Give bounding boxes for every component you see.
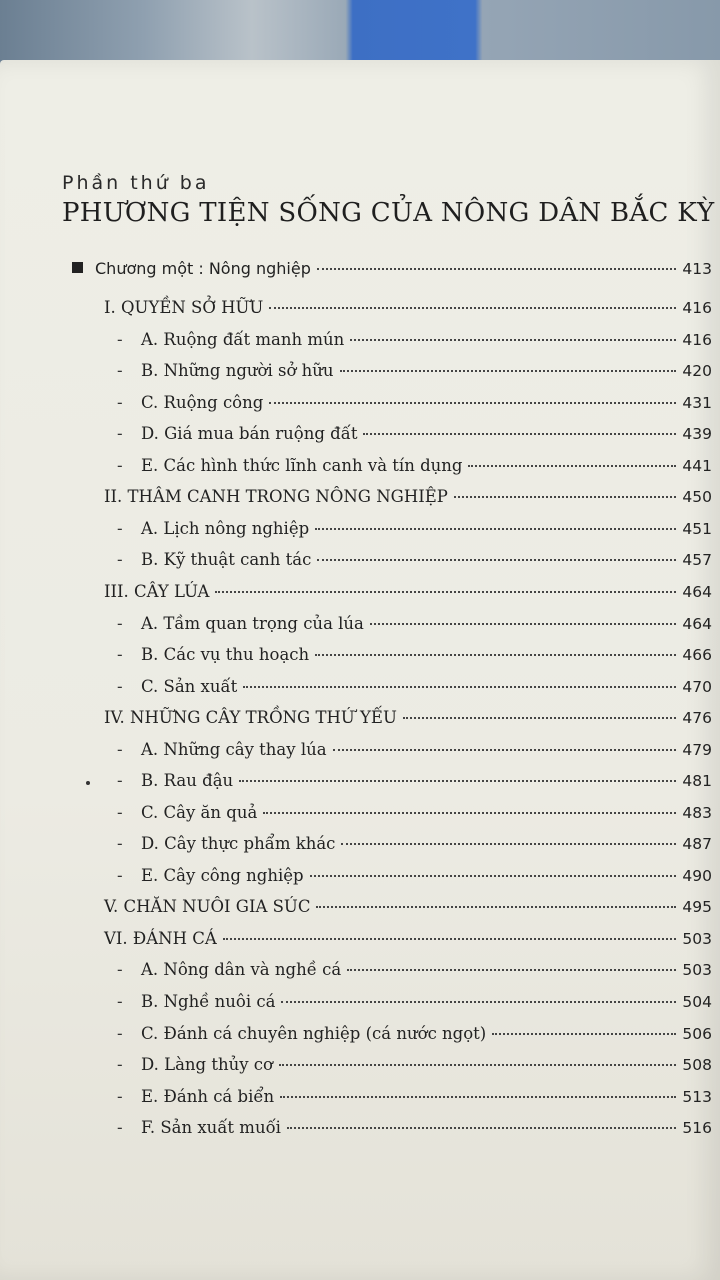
toc-page-number: 464 — [682, 583, 712, 601]
toc-page-number: 420 — [682, 362, 712, 380]
dot-leader — [310, 875, 677, 877]
toc-page-number: 466 — [682, 646, 712, 664]
toc-page-number: 503 — [682, 961, 712, 979]
toc-page-number: 441 — [682, 457, 712, 475]
dash-marker: - — [117, 1087, 123, 1106]
toc-page-number: 431 — [682, 394, 712, 412]
toc-entry-label: B. Những người sở hữu — [141, 361, 334, 380]
toc-entry-row — [117, 424, 712, 448]
dash-marker: - — [117, 614, 123, 633]
toc-entry-label: A. Ruộng đất manh mún — [141, 330, 345, 349]
toc-page-number: 451 — [682, 520, 712, 538]
toc-page-number: 457 — [682, 551, 712, 569]
dot-leader — [454, 496, 677, 498]
toc-page-number: 483 — [682, 804, 712, 822]
dash-marker: - — [117, 866, 123, 885]
toc-entry-label: B. Kỹ thuật canh tác — [141, 550, 312, 569]
dot-leader — [370, 623, 677, 625]
toc-entry-label: A. Lịch nông nghiệp — [141, 519, 310, 538]
dash-marker: - — [117, 1024, 123, 1043]
toc-entry-label: D. Giá mua bán ruộng đất — [141, 424, 358, 443]
dash-marker: - — [117, 456, 123, 475]
dot-leader — [340, 370, 677, 372]
toc-entry-row — [117, 1087, 712, 1111]
dash-marker: - — [117, 834, 123, 853]
dash-marker: - — [117, 1118, 123, 1137]
dash-marker: - — [117, 519, 123, 538]
dot-leader — [269, 307, 676, 309]
dot-leader — [350, 339, 676, 341]
toc-page-number: 503 — [682, 930, 712, 948]
dot-leader — [347, 969, 676, 971]
dot-leader — [279, 1064, 676, 1066]
dash-marker: - — [117, 361, 123, 380]
dash-marker: - — [117, 992, 123, 1011]
dot-leader — [363, 433, 676, 435]
dash-marker: - — [117, 740, 123, 759]
dot-leader — [287, 1127, 676, 1129]
dot-leader — [317, 559, 676, 561]
toc-entry-row — [117, 645, 712, 669]
dot-leader — [215, 591, 676, 593]
toc-entry-label: C. Đánh cá chuyên nghiệp (cá nước ngọt) — [141, 1024, 487, 1043]
toc-page-number: 476 — [682, 709, 712, 727]
dash-marker: - — [117, 771, 123, 790]
margin-dot — [86, 781, 90, 785]
toc-entry-label: I. QUYỀN SỞ HỮU — [104, 298, 264, 317]
dash-marker: - — [117, 803, 123, 822]
toc-section-row — [104, 897, 712, 921]
toc-entry-row — [117, 330, 712, 354]
dash-marker: - — [117, 645, 123, 664]
dot-leader — [263, 812, 676, 814]
toc-page-number: 513 — [682, 1088, 712, 1106]
toc-entry-row — [117, 361, 712, 385]
dot-leader — [223, 938, 677, 940]
toc-entry-label: C. Sản xuất — [141, 677, 238, 696]
toc-entry-label: E. Cây công nghiệp — [141, 866, 304, 885]
toc-page-number: 416 — [682, 299, 712, 317]
toc-entry-row — [117, 960, 712, 984]
toc-entry-label: C. Cây ăn quả — [141, 803, 258, 822]
toc-page-number: 439 — [682, 425, 712, 443]
toc-chapter-row — [72, 259, 712, 283]
toc-section-row — [104, 298, 712, 322]
toc-entry-row — [117, 740, 712, 764]
toc-page-number: 479 — [682, 741, 712, 759]
toc-page-number: 464 — [682, 615, 712, 633]
toc-entry-row — [117, 771, 712, 795]
toc-entry-row — [117, 1118, 712, 1142]
toc-entry-label: II. THÂM CANH TRONG NÔNG NGHIỆP — [104, 487, 448, 506]
toc-entry-label: IV. NHỮNG CÂY TRỒNG THỨ YẾU — [104, 708, 397, 727]
square-bullet-icon — [72, 262, 83, 273]
dash-marker: - — [117, 677, 123, 696]
dash-marker: - — [117, 424, 123, 443]
dot-leader — [333, 749, 677, 751]
toc-page-number: 450 — [682, 488, 712, 506]
toc-chapter-label: Chương một : Nông nghiệp — [95, 259, 311, 278]
toc-entry-row — [117, 1024, 712, 1048]
part-title: PHƯƠNG TIỆN SỐNG CỦA NÔNG DÂN BẮC KỲ — [62, 198, 715, 228]
toc-section-row — [104, 582, 712, 606]
toc-page-number: 413 — [682, 260, 712, 278]
toc-entry-label: B. Nghề nuôi cá — [141, 992, 276, 1011]
toc-entry-row — [117, 992, 712, 1016]
toc-entry-label: A. Tầm quan trọng của lúa — [141, 614, 364, 633]
toc-page-number: 490 — [682, 867, 712, 885]
toc-entry-row — [117, 866, 712, 890]
toc-page-number: 495 — [682, 898, 712, 916]
toc-entry-label: A. Nông dân và nghề cá — [141, 960, 342, 979]
toc-entry-label: E. Các hình thức lĩnh canh và tín dụng — [141, 456, 463, 475]
toc-entry-label: A. Những cây thay lúa — [141, 740, 327, 759]
section-label: Phần thứ ba — [62, 172, 210, 194]
dash-marker: - — [117, 330, 123, 349]
toc-entry-label: E. Đánh cá biển — [141, 1087, 275, 1106]
toc-section-row — [104, 708, 712, 732]
toc-page-number: 506 — [682, 1025, 712, 1043]
dash-marker: - — [117, 960, 123, 979]
toc-entry-row — [117, 550, 712, 574]
dot-leader — [315, 654, 676, 656]
toc-page-number: 504 — [682, 993, 712, 1011]
toc-entry-row — [117, 677, 712, 701]
toc-entry-label: III. CÂY LÚA — [104, 582, 210, 601]
dot-leader — [239, 780, 676, 782]
toc-section-row — [104, 929, 712, 953]
dot-leader — [315, 528, 676, 530]
toc-entry-row — [117, 803, 712, 827]
dash-marker: - — [117, 1055, 123, 1074]
dot-leader — [281, 1001, 676, 1003]
dot-leader — [341, 843, 676, 845]
toc-page-number: 516 — [682, 1119, 712, 1137]
toc-page-number: 487 — [682, 835, 712, 853]
toc-entry-label: F. Sản xuất muối — [141, 1118, 281, 1137]
toc-entry-label: D. Làng thủy cơ — [141, 1055, 273, 1074]
dot-leader — [468, 465, 676, 467]
dot-leader — [492, 1033, 676, 1035]
toc-section-row — [104, 487, 712, 511]
toc-entry-label: VI. ĐÁNH CÁ — [104, 929, 217, 948]
toc-entry-row — [117, 834, 712, 858]
toc-entry-label: B. Rau đậu — [141, 771, 234, 790]
toc-page-number: 508 — [682, 1056, 712, 1074]
toc-entry-row — [117, 393, 712, 417]
toc-page-number: 416 — [682, 331, 712, 349]
dash-marker: - — [117, 550, 123, 569]
dot-leader — [280, 1096, 676, 1098]
toc-entry-label: D. Cây thực phẩm khác — [141, 834, 336, 853]
toc-entry-row — [117, 456, 712, 480]
toc-entry-label: V. CHĂN NUÔI GIA SÚC — [104, 897, 311, 916]
dot-leader — [403, 717, 677, 719]
dot-leader — [269, 402, 676, 404]
toc-entry-label: C. Ruộng công — [141, 393, 264, 412]
toc-entry-row — [117, 1055, 712, 1079]
dash-marker: - — [117, 393, 123, 412]
dot-leader — [317, 268, 677, 270]
toc-entry-label: B. Các vụ thu hoạch — [141, 645, 310, 664]
toc-entry-row — [117, 519, 712, 543]
toc-page-number: 481 — [682, 772, 712, 790]
toc-entry-row — [117, 614, 712, 638]
toc-page-number: 470 — [682, 678, 712, 696]
dot-leader — [316, 906, 676, 908]
dot-leader — [243, 686, 676, 688]
